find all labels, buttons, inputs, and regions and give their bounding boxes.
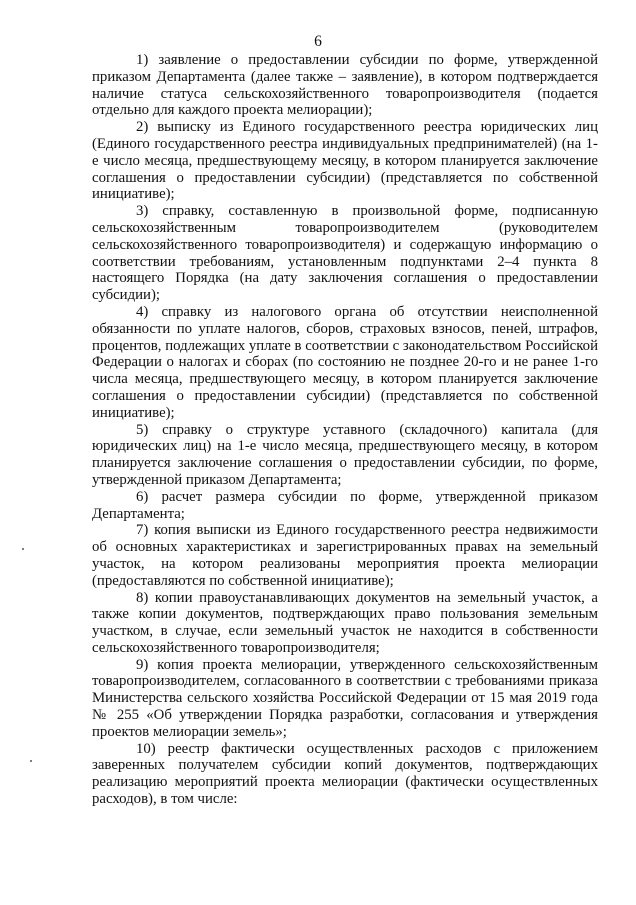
list-item-4: 4) справку из налогового органа об отсутствии неисполненной обязанности по уплате налогов, сборов, страховых взносов, пеней, штрафов, процентов, подлежащих уплате в соответствии с законодательством Российской Федерации о налогах и сборах (по состоянию не позднее 20-го и не ранее 1-го числа месяца, предшествующего месяцу, в котором планируется заключение соглашения о предоставлении субсидии) (представляется по собственной инициативе); xyxy=(92,303,598,421)
page-number: 6 xyxy=(314,33,322,50)
list-item-7: 7) копия выписки из Единого государственного реестра недвижимости об основных характеристиках и зарегистрированных правах на земельный участок, на котором реализованы мероприятия проекта мелиорации (предоставляются по собственной инициативе); xyxy=(92,522,598,589)
list-item-1: 1) заявление о предоставлении субсидии по форме, утвержденной приказом Департамента (далее также – заявление), в котором подтверждается наличие статуса сельскохозяйственного товаропроизводителя (подается отдельно для каждого проекта мелиорации); xyxy=(92,52,598,119)
list-item-2: 2) выписку из Единого государственного реестра юридических лиц (Единого государственного реестра индивидуальных предпринимателей) (на 1-е число месяца, предшествующему месяцу, в котором планируется заключение соглашения о предоставлении субсидии) (представляется по собственной инициативе); xyxy=(92,119,598,203)
list-item-6: 6) расчет размера субсидии по форме, утвержденной приказом Департамента; xyxy=(92,488,598,522)
list-item-9: 9) копия проекта мелиорации, утвержденного сельскохозяйственным товаропроизводителем, согласованного в соответствии с требованиями приказа Министерства сельского хозяйства Российской Федерации от 15 мая 2019 года № 255 «Об утверждении Порядка разработки, согласования и утверждения проектов мелиорации земель»; xyxy=(92,656,598,740)
list-item-5: 5) справку о структуре уставного (складочного) капитала (для юридических лиц) на 1-е число месяца, предшествующего месяцу, в котором планируется заключение соглашения о предоставлении субсидии, по форме, утвержденной приказом Департамента; xyxy=(92,421,598,488)
scan-speck xyxy=(22,548,24,550)
document-body xyxy=(92,52,598,808)
list-item-8: 8) копии правоустанавливающих документов на земельный участок, а также копии документов, подтверждающих право пользования земельным участком, в случае, если земельный участок не находится в собственности сельскохозяйственного товаропроизводителя; xyxy=(92,589,598,656)
list-item-3: 3) справку, составленную в произвольной форме, подписанную сельскохозяйственным товаропроизводителем (руководителем сельскохозяйственного товаропроизводителя) и содержащую информацию о соответствии требованиям, установленным подпунктами 2–4 пункта 8 настоящего Порядка (на дату заключения соглашения о предоставлении субсидии); xyxy=(92,203,598,304)
list-item-10: 10) реестр фактически осуществленных расходов с приложением заверенных получателем субсидии копий документов, подтверждающих реализацию мероприятий проекта мелиорации (фактически осуществленных расходов), в том числе: xyxy=(92,740,598,808)
scan-speck xyxy=(30,760,32,762)
